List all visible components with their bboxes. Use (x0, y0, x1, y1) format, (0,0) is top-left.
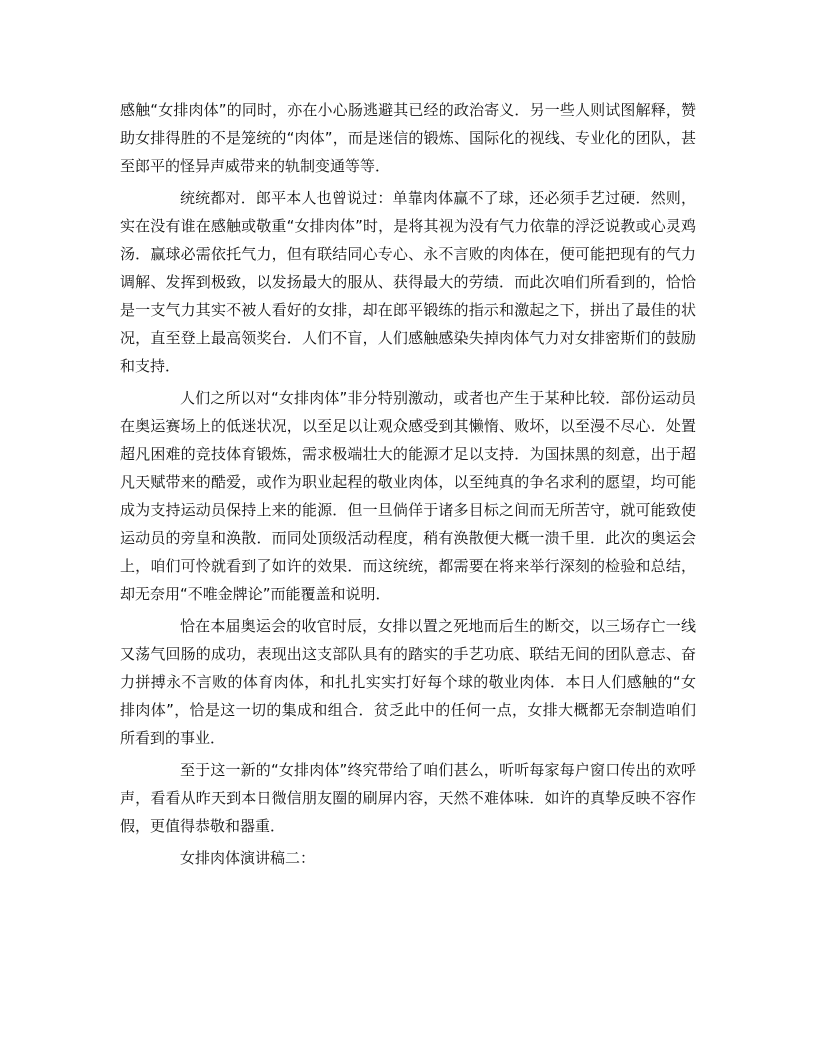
paragraph-4: 恰在本届奥运会的收官时辰，女排以置之死地而后生的断交，以三场存亡一线又荡气回肠的成功，表现出这支部队具有的踏实的手艺功底、联结无间的团队意志、奋力拼搏永不言败的体育肉体，和扎扎实实打好每个球的敬业肉体．本日人们感触的“女排肉体”，恰是这一切的集成和组合．贫乏此中的任何一点，女排大概都无奈制造咱们所看到的事业． (120, 617, 696, 747)
paragraph-5: 至于这一新的“女排肉体”终究带给了咱们甚么，听听每家每户窗口传出的欢呼声，看看从昨天到本日微信朋友圈的刷屏内容，天然不难体味．如许的真挚反映不容作假，更值得恭敬和器重． (120, 761, 696, 835)
paragraph-2: 统统都对．郎平本人也曾说过：单靠肉体赢不了球，还必须手艺过硬．然则，实在没有谁在感触或敬重“女排肉体”时，是将其视为没有气力依靠的浮泛说教或心灵鸡汤．赢球必需依托气力，但有联结同心专心、永不言败的肉体在，便可能把现有的气力调解、发挥到极致，以发扬最大的服从、获得最大的劳绩．而此次咱们所看到的，恰恰是一支气力其实不被人看好的女排，却在郎平锻练的指示和激起之下，拼出了最佳的状况，直至登上最高领奖台．人们不盲，人们感触感染失掉肉体气力对女排密斯们的鼓励和支持． (120, 189, 696, 375)
section-heading: 女排肉体演讲稿二： (180, 849, 316, 867)
paragraph-3: 人们之所以对“女排肉体”非分特别激动，或者也产生于某种比较．部份运动员在奥运赛场上的低迷状况，以至足以让观众感受到其懒惰、败坏，以至漫不尽心．处置超凡困难的竞技体育锻炼，需求极端壮大的能源才足以支持．为国抹黑的刻意，出于超凡天赋带来的酷爱，或作为职业起程的敬业肉体，以至纯真的争名求利的愿望，均可能成为支持运动员保持上来的能源．但一旦倘佯于诸多目标之间而无所苦守，就可能致使运动员的旁皇和涣散．而同处顶级活动程度，稍有涣散便大概一溃千里．此次的奥运会上，咱们可怜就看到了如许的效果．而这统统，都需要在将来举行深刻的检验和总结，却无奈用“不唯金牌论”而能覆盖和说明． (120, 389, 696, 603)
paragraph-1: 感触“女排肉体”的同时，亦在小心肠逃避其已经的政治寄义．另一些人则试图解释，赞助女排得胜的不是笼统的“肉体”，而是迷信的锻炼、国际化的视线、专业化的团队，甚至郎平的怪异声威带来的轨制变通等等． (120, 101, 696, 175)
document-body (120, 96, 696, 872)
